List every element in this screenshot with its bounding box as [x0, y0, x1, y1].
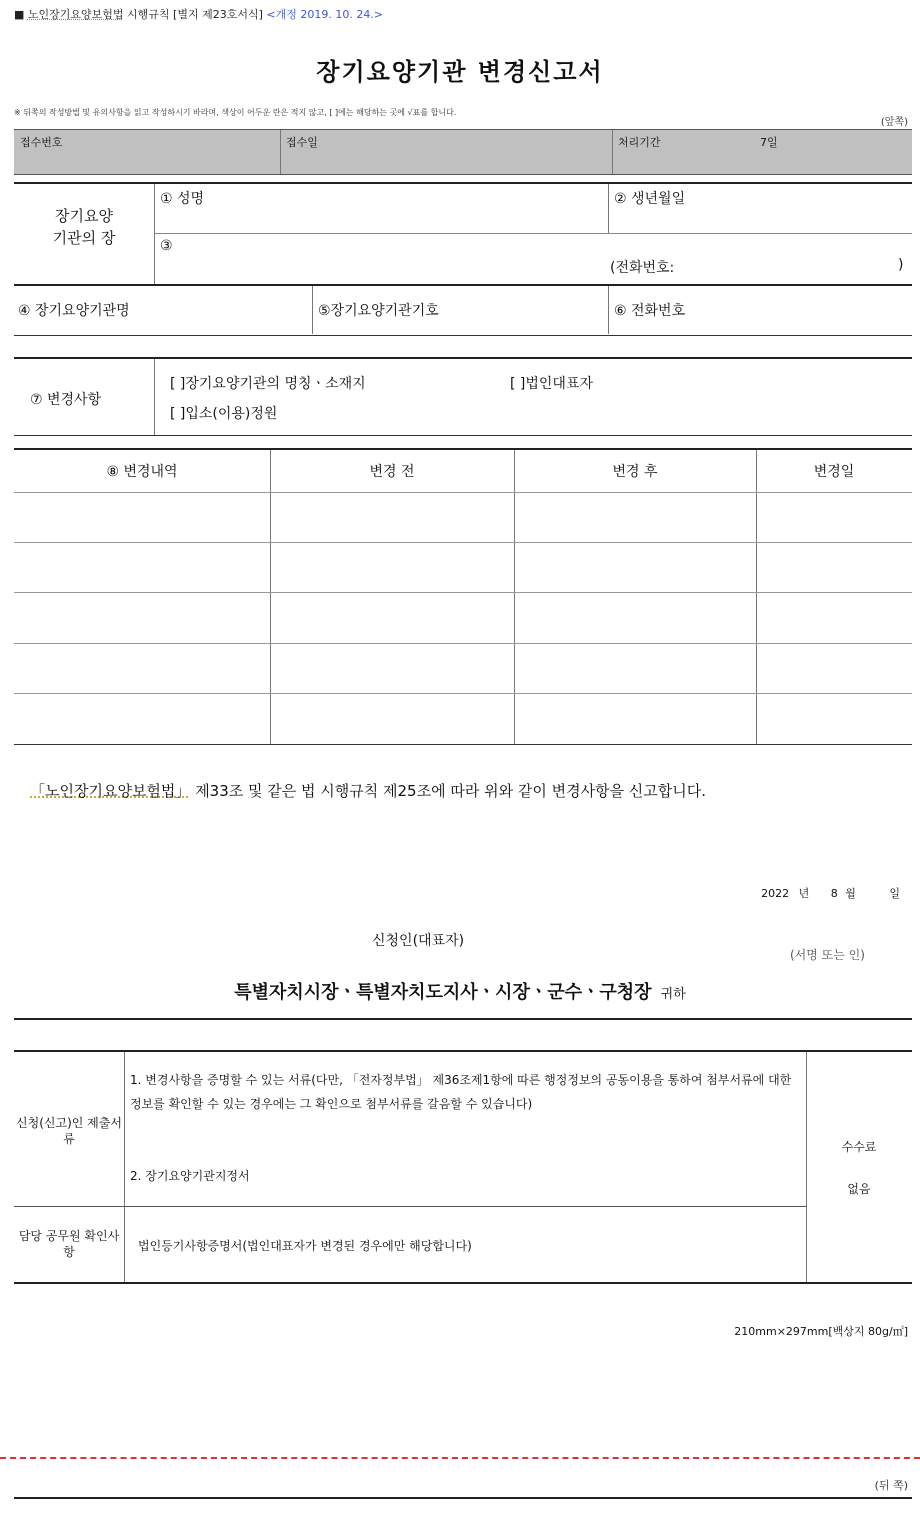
processing-period-label: 처리기간: [618, 136, 661, 149]
docs-item-2: 2. 장기요양기관지정서: [130, 1169, 250, 1183]
recipient-title: 특별자치시장ㆍ특별자치도지사ㆍ시장ㆍ군수ㆍ구청장: [234, 982, 652, 1003]
recipient: [0, 978, 920, 1004]
paper-spec: 210mm×297mm[백상지 80g/㎡]: [734, 1325, 908, 1338]
head-label-line1: 장기요양: [55, 207, 113, 225]
recipient-suffix: 귀하: [660, 987, 686, 1002]
statement-law: 「노인장기요양보험법」: [30, 782, 191, 800]
head-label-line2: 기관의 장: [52, 229, 116, 247]
change-option-representative[interactable]: [ ]법인대표자: [510, 376, 593, 392]
date-month-unit: 월: [845, 887, 856, 900]
phone-close-paren: ): [898, 257, 904, 273]
field-birthdate[interactable]: ② 생년월일: [614, 191, 686, 207]
detail-header-item: ⑧ 변경내역: [106, 464, 178, 480]
side-back: (뒤 쪽): [874, 1479, 908, 1492]
fee-label: 수수료: [841, 1140, 877, 1154]
receipt-date-label: 접수일: [286, 136, 318, 149]
date-day-unit: 일: [889, 887, 900, 900]
docs-official-item: 법인등기사항증명서(법인대표자가 변경된 경우에만 해당합니다): [138, 1239, 472, 1253]
header-rule: 시행규칙 [별지 제23호서식]: [127, 8, 263, 21]
date-line: [700, 885, 900, 901]
signature-field[interactable]: (서명 또는 인): [790, 948, 865, 962]
cut-line: [0, 1457, 920, 1459]
change-label: ⑦ 변경사항: [30, 392, 102, 408]
detail-header-before: 변경 전: [369, 464, 415, 480]
field-name[interactable]: ① 성명: [160, 191, 205, 207]
change-option-name-location[interactable]: [ ]장기요양기관의 명칭ㆍ소재지: [170, 376, 366, 392]
date-month[interactable]: 8: [830, 887, 838, 900]
docs-item-1: 1. 변경사항을 증명할 수 있는 서류(다만, 「전자정부법」 제36조제1항에 따른 행정정보의 공동이용을 통하여 첨부서류에 대한 정보를 확인할 수 있는 경우에는 그 확인으로 첨부서류를 갈음할 수 있습니다): [130, 1073, 792, 1111]
header-revision: <개정 2019. 10. 24.>: [266, 8, 384, 21]
docs-official-label: 담당 공무원 확인사항: [18, 1229, 120, 1259]
instruction-note: ※ 뒤쪽의 작성방법 및 유의사항을 읽고 작성하시기 바라며, 색상이 어두운 란은 적지 않고, [ ]에는 해당하는 곳에 √표를 합니다.: [14, 108, 457, 117]
header-mark: ■: [14, 8, 25, 21]
field-institution-name[interactable]: ④ 장기요양기관명: [18, 303, 130, 319]
header-law: 노인장기요양보험법: [27, 8, 124, 21]
field-institution-phone[interactable]: ⑥ 전화번호: [614, 303, 686, 319]
head-label: [14, 205, 154, 249]
side-front: (앞쪽): [880, 117, 908, 128]
applicant-label: 신청인(대표자): [372, 933, 465, 949]
field-institution-code[interactable]: ⑤장기요양기관기호: [318, 303, 439, 319]
detail-header-date: 변경일: [813, 464, 855, 480]
statement-rest: 제33조 및 같은 법 시행규칙 제25조에 따라 위와 같이 변경사항을 신고합니다.: [190, 782, 707, 800]
date-year[interactable]: 2022: [761, 887, 790, 900]
receipt-bar: [14, 129, 912, 175]
form-header: [14, 6, 383, 22]
receipt-number-label: 접수번호: [20, 136, 63, 149]
fee-value: 없음: [847, 1182, 871, 1196]
docs-applicant-label: 신청(신고)인 제출서류: [16, 1116, 122, 1146]
detail-header-after: 변경 후: [612, 464, 658, 480]
processing-period-value: 7일: [760, 136, 778, 149]
declaration-statement: [14, 776, 904, 806]
field-address[interactable]: ③: [160, 238, 173, 254]
change-option-capacity[interactable]: [ ]입소(이용)정원: [170, 406, 278, 422]
date-year-unit: 년: [798, 887, 810, 900]
field-head-phone[interactable]: (전화번호:: [610, 260, 675, 276]
page-title: 장기요양기관 변경신고서: [316, 58, 604, 86]
